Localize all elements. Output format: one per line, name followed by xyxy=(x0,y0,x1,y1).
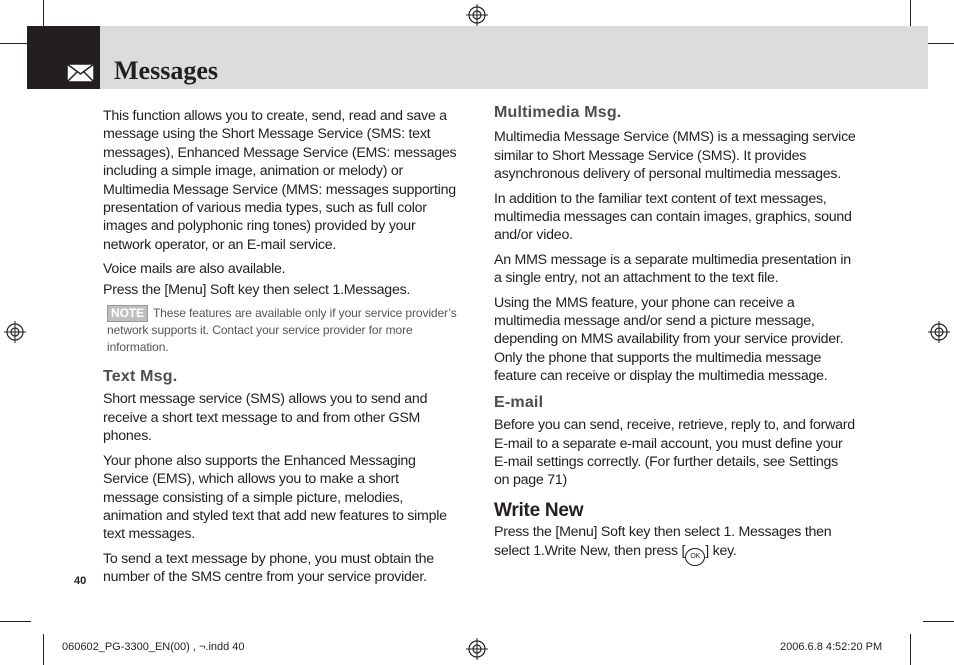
note-block xyxy=(107,305,458,355)
write-new-text-end: ] key. xyxy=(705,542,737,559)
left-column xyxy=(103,107,458,593)
text-msg-paragraph-1: Short message service (SMS) allows you to send and receive a short text message to and from other GSM phones. xyxy=(103,391,428,445)
crop-mark-bottom-right-v xyxy=(910,634,911,665)
text-msg-heading: Text Msg. xyxy=(103,368,178,386)
page-title: Messages xyxy=(114,56,218,85)
registration-mark-top-icon xyxy=(466,4,488,26)
menu-instruction: Press the [Menu] Soft key then select 1.Messages. xyxy=(103,281,411,298)
note-badge: NOTE xyxy=(107,305,148,322)
email-heading: E-mail xyxy=(494,393,544,411)
text-msg-paragraph-2: Your phone also supports the Enhanced Messaging Service (EMS), which allows you to make a short message consisting of a simple picture, melodies, animation and styled text that add new features to simple text messages. xyxy=(103,452,447,543)
mms-paragraph-3: An MMS message is a separate multimedia presentation in a single entry, not an attachment to the text file. xyxy=(494,251,851,287)
write-new-paragraph xyxy=(494,523,856,565)
mms-paragraph-4: Using the MMS feature, your phone can receive a multimedia message and/or send a picture message, depending on MMS availability from your service provider. Only the phone that supports the multimedia message feature can receive or display the multimedia message. xyxy=(494,294,844,385)
write-new-heading: Write New xyxy=(494,499,584,521)
crop-mark-bottom-left-h xyxy=(0,621,31,622)
write-new-text: Press the [Menu] Soft key then select 1. Messages then select 1.Write New, then press [ xyxy=(494,524,832,559)
voice-mail-paragraph: Voice mails are also available. xyxy=(103,261,286,278)
ok-key-icon: OK xyxy=(685,548,705,566)
page-number: 40 xyxy=(74,575,87,587)
mms-paragraph-1: Multimedia Message Service (MMS) is a messaging service similar to Short Message Service (SMS). It provides asynchronous delivery of personal multimedia messages. xyxy=(494,129,856,183)
right-column xyxy=(494,104,856,572)
footer-date-info: 2006.6.8 4:52:20 PM xyxy=(780,641,883,653)
envelope-icon xyxy=(66,63,95,83)
email-paragraph: Before you can send, receive, retrieve, reply to, and forward E-mail to a separate e-mail account, you must define your E-mail settings correctly. (For further details, see Settings on page 71) xyxy=(494,417,855,489)
mms-heading: Multimedia Msg. xyxy=(494,104,622,121)
footer-file-info: 060602_PG-3300_EN(00) , ¬.indd 40 xyxy=(62,641,245,653)
text-msg-paragraph-3: To send a text message by phone, you must obtain the number of the SMS centre from your service provider. xyxy=(103,550,434,586)
mms-paragraph-2: In addition to the familiar text content of text messages, multimedia messages can contain images, graphics, sound and/or video. xyxy=(494,190,852,244)
registration-mark-left-icon xyxy=(4,321,26,343)
registration-mark-bottom-icon xyxy=(466,638,488,660)
crop-mark-bottom-left-v xyxy=(43,634,44,665)
note-text: These features are available only if your service provider’s network supports it. Contact your service provider for more information. xyxy=(107,306,457,354)
registration-mark-right-icon xyxy=(928,321,950,343)
header-bar xyxy=(100,26,928,89)
crop-mark-bottom-right-h xyxy=(923,621,954,622)
intro-paragraph: This function allows you to create, send, read and save a message using the Short Message Service (SMS: text messages), Enhanced Message Service (EMS: messages including a simple image, animation or melody) or Multimedia Message Service (MMS: messages supporting presentation of various media types, such as full color images and polyphonic ring tones) provided by your network operator, or an E-mail service. xyxy=(103,108,457,253)
